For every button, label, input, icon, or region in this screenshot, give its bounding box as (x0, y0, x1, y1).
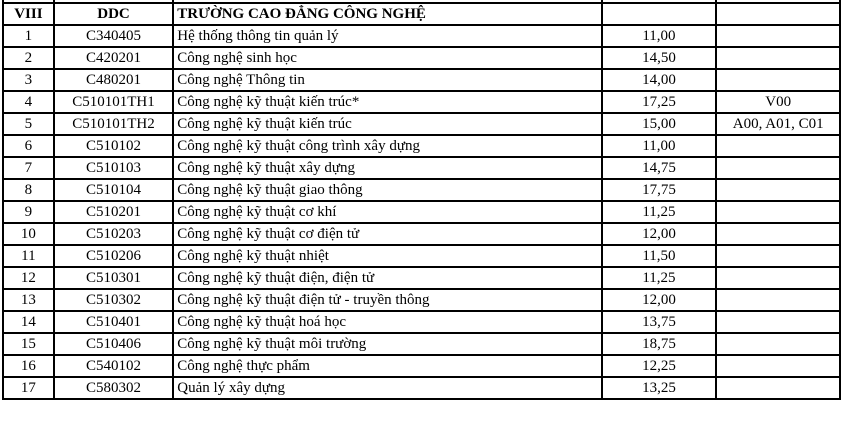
subject-combination (716, 333, 840, 355)
row-number: 13 (3, 289, 54, 311)
program-name: Quản lý xây dựng (173, 377, 601, 399)
cutoff-score: 13,75 (602, 311, 717, 333)
header-score (602, 3, 717, 25)
admission-score-table-container (2, 0, 841, 400)
program-name: Công nghệ Thông tin (173, 69, 601, 91)
cutoff-score: 17,75 (602, 179, 717, 201)
cutoff-score: 14,00 (602, 69, 717, 91)
table-row (3, 377, 840, 399)
cutoff-score: 11,00 (602, 135, 717, 157)
program-code: C510401 (54, 311, 174, 333)
subject-combination (716, 157, 840, 179)
program-name: Công nghệ kỹ thuật công trình xây dựng (173, 135, 601, 157)
program-name: Công nghệ kỹ thuật hoá học (173, 311, 601, 333)
table-row (3, 333, 840, 355)
subject-combination: V00 (716, 91, 840, 113)
table-row (3, 91, 840, 113)
program-code: C340405 (54, 25, 174, 47)
section-index: VIII (3, 3, 54, 25)
cutoff-score: 12,25 (602, 355, 717, 377)
program-code: C510301 (54, 267, 174, 289)
subject-combination (716, 267, 840, 289)
table-row (3, 47, 840, 69)
row-number: 11 (3, 245, 54, 267)
subject-combination (716, 223, 840, 245)
cutoff-score: 18,75 (602, 333, 717, 355)
row-number: 4 (3, 91, 54, 113)
cutoff-score: 13,25 (602, 377, 717, 399)
program-code: C510406 (54, 333, 174, 355)
cutoff-score: 14,75 (602, 157, 717, 179)
program-name: Công nghệ kỹ thuật cơ điện tử (173, 223, 601, 245)
cutoff-score: 14,50 (602, 47, 717, 69)
subject-combination (716, 377, 840, 399)
table-row (3, 69, 840, 91)
header-subjects (716, 3, 840, 25)
program-code: C510302 (54, 289, 174, 311)
program-code: C510101TH2 (54, 113, 174, 135)
subject-combination (716, 135, 840, 157)
table-row (3, 157, 840, 179)
table-row (3, 113, 840, 135)
program-name: Công nghệ thực phẩm (173, 355, 601, 377)
program-code: C510104 (54, 179, 174, 201)
subject-combination (716, 289, 840, 311)
cutoff-score: 12,00 (602, 289, 717, 311)
program-name: Công nghệ sinh học (173, 47, 601, 69)
subject-combination (716, 201, 840, 223)
program-name: Hệ thống thông tin quản lý (173, 25, 601, 47)
table-row (3, 311, 840, 333)
program-code: C580302 (54, 377, 174, 399)
row-number: 15 (3, 333, 54, 355)
table-row (3, 289, 840, 311)
table-row (3, 25, 840, 47)
program-code: C510203 (54, 223, 174, 245)
row-number: 14 (3, 311, 54, 333)
table-row (3, 179, 840, 201)
cutoff-score: 11,25 (602, 201, 717, 223)
program-code: C510102 (54, 135, 174, 157)
subject-combination (716, 245, 840, 267)
row-number: 7 (3, 157, 54, 179)
table-row (3, 223, 840, 245)
table-row (3, 245, 840, 267)
subject-combination: A00, A01, C01 (716, 113, 840, 135)
row-number: 1 (3, 25, 54, 47)
cutoff-score: 15,00 (602, 113, 717, 135)
subject-combination (716, 179, 840, 201)
cutoff-score: 17,25 (602, 91, 717, 113)
subject-combination (716, 355, 840, 377)
program-name: Công nghệ kỹ thuật kiến trúc* (173, 91, 601, 113)
program-code: C510206 (54, 245, 174, 267)
row-number: 8 (3, 179, 54, 201)
program-name: Công nghệ kỹ thuật nhiệt (173, 245, 601, 267)
row-number: 10 (3, 223, 54, 245)
table-row (3, 135, 840, 157)
row-number: 2 (3, 47, 54, 69)
cutoff-score: 11,25 (602, 267, 717, 289)
admission-score-table (2, 0, 841, 400)
program-name: Công nghệ kỹ thuật kiến trúc (173, 113, 601, 135)
cutoff-score: 11,00 (602, 25, 717, 47)
program-code: C510101TH1 (54, 91, 174, 113)
program-name: Công nghệ kỹ thuật môi trường (173, 333, 601, 355)
row-number: 3 (3, 69, 54, 91)
row-number: 12 (3, 267, 54, 289)
subject-combination (716, 311, 840, 333)
cutoff-score: 12,00 (602, 223, 717, 245)
school-name: TRƯỜNG CAO ĐẲNG CÔNG NGHỆ (173, 3, 601, 25)
row-number: 9 (3, 201, 54, 223)
school-code: DDC (54, 3, 174, 25)
table-row (3, 267, 840, 289)
program-name: Công nghệ kỹ thuật cơ khí (173, 201, 601, 223)
subject-combination (716, 25, 840, 47)
subject-combination (716, 69, 840, 91)
row-number: 17 (3, 377, 54, 399)
row-number: 6 (3, 135, 54, 157)
school-header-row (3, 3, 840, 25)
program-code: C510103 (54, 157, 174, 179)
program-name: Công nghệ kỹ thuật điện, điện tử (173, 267, 601, 289)
table-row (3, 355, 840, 377)
program-code: C510201 (54, 201, 174, 223)
subject-combination (716, 47, 840, 69)
table-row (3, 201, 840, 223)
program-code: C480201 (54, 69, 174, 91)
program-name: Công nghệ kỹ thuật xây dựng (173, 157, 601, 179)
cutoff-score: 11,50 (602, 245, 717, 267)
row-number: 5 (3, 113, 54, 135)
row-number: 16 (3, 355, 54, 377)
program-name: Công nghệ kỹ thuật điện tử - truyền thông (173, 289, 601, 311)
program-code: C420201 (54, 47, 174, 69)
program-name: Công nghệ kỹ thuật giao thông (173, 179, 601, 201)
program-code: C540102 (54, 355, 174, 377)
